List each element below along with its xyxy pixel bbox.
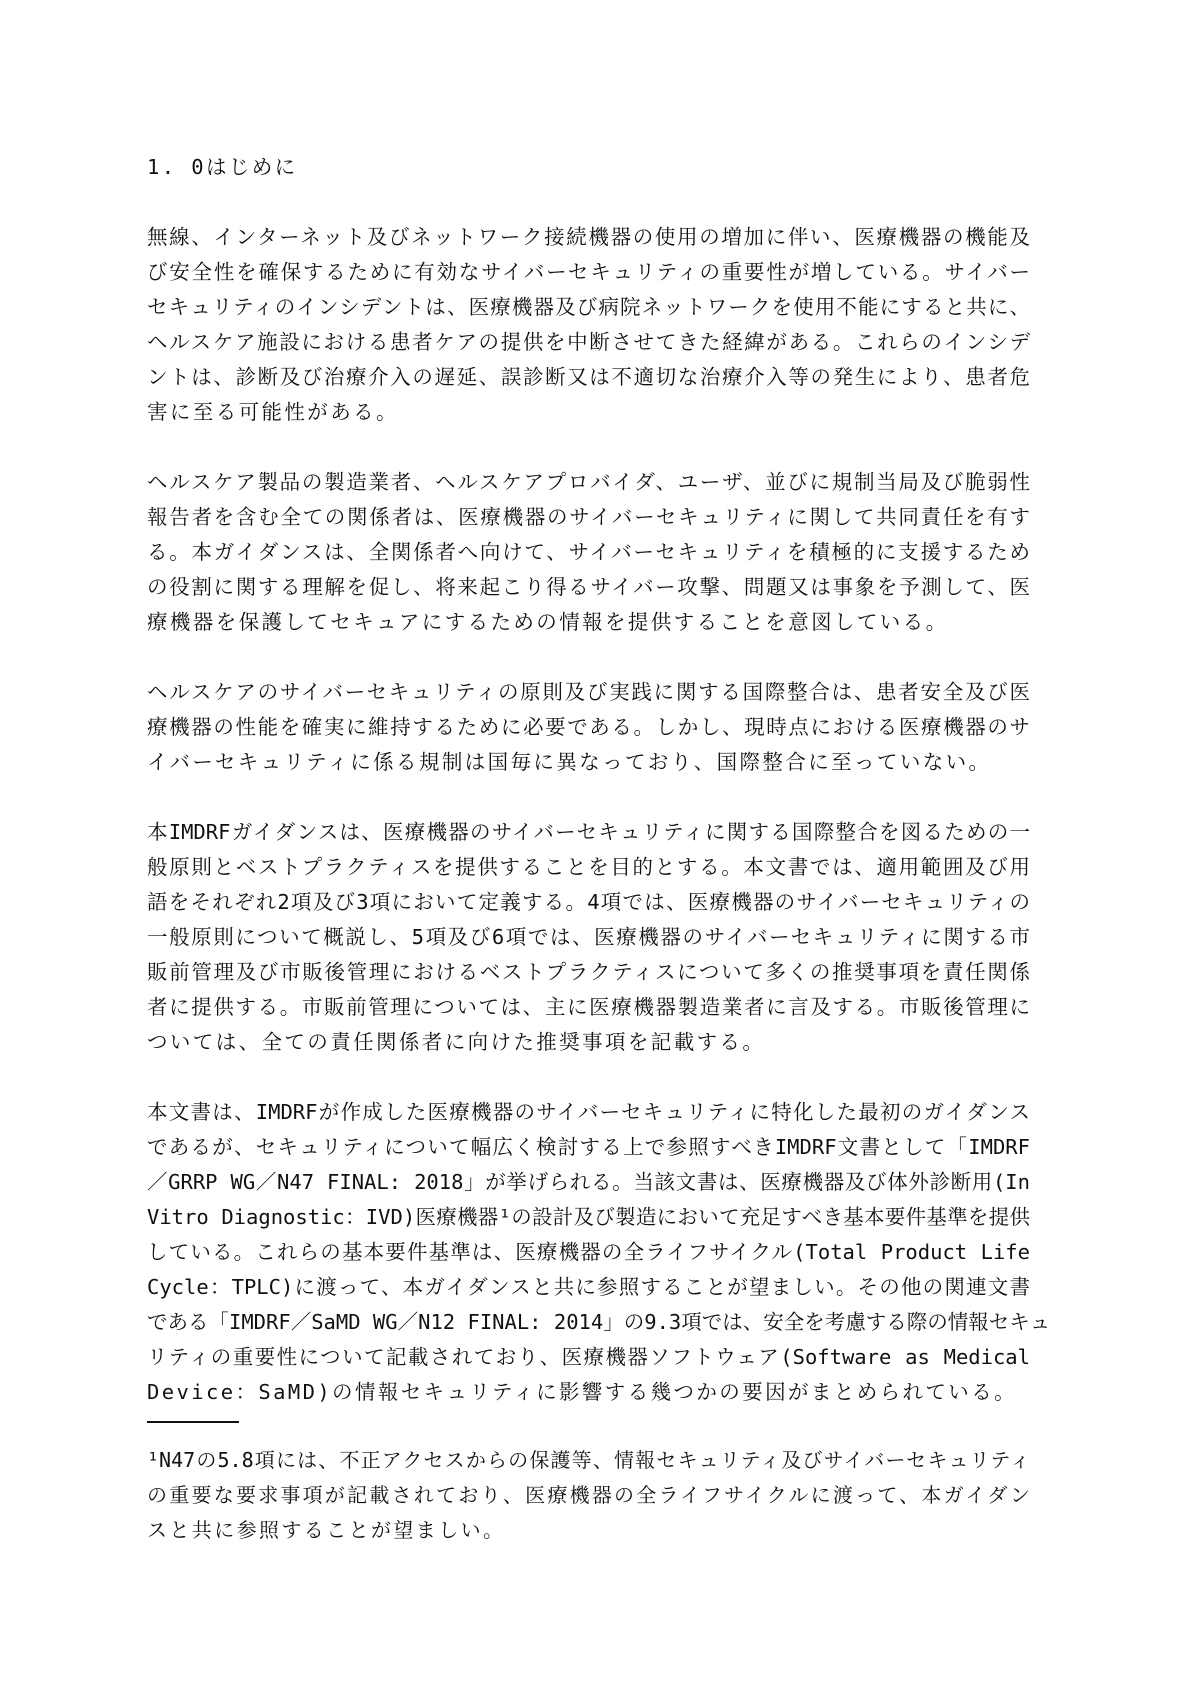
text-line: ヘルスケア施設における患者ケアの提供を中断させてきた経緯がある。これらのインシデ bbox=[147, 330, 1030, 354]
text-line: ヘルスケアのサイバーセキュリティの原則及び実践に関する国際整合は、患者安全及び医 bbox=[147, 680, 1030, 704]
text-line: ントは、診断及び治療介入の遅延、誤診断又は不適切な治療介入等の発生により、患者危 bbox=[147, 365, 1030, 389]
text-line: 害に至る可能性がある。 bbox=[147, 400, 399, 424]
paragraph bbox=[147, 675, 1030, 780]
text-line: 般原則とベストプラクティスを提供することを目的とする。本文書では、適用範囲及び用 bbox=[147, 855, 1030, 879]
text-line: 本IMDRFガイダンスは、医療機器のサイバーセキュリティに関する国際整合を図るための一 bbox=[147, 820, 1030, 844]
text-line: Vitro Diagnostic：IVD)医療機器¹の設計及び製造において充足すべき基本要件基準を提供 bbox=[147, 1205, 1030, 1229]
text-line: 療機器の性能を確実に維持するために必要である。しかし、現時点における医療機器のサ bbox=[147, 715, 1030, 739]
text-line: スと共に参照することが望ましい。 bbox=[147, 1518, 506, 1542]
text-line: の役割に関する理解を促し、将来起こり得るサイバー攻撃、問題又は事象を予測して、医 bbox=[147, 575, 1030, 599]
text-line: リティの重要性について記載されており、医療機器ソフトウェア(Software as Medical bbox=[147, 1345, 1030, 1369]
text-line: ¹N47の5.8項には、不正アクセスからの保護等、情報セキュリティ及びサイバーセキュリティ bbox=[147, 1448, 1030, 1472]
heading-text: 1. 0はじめに bbox=[147, 155, 298, 179]
paragraph bbox=[147, 465, 1030, 640]
text-line: セキュリティのインシデントは、医療機器及び病院ネットワークを使用不能にすると共に、 bbox=[147, 295, 1030, 319]
text-line: ／GRRP WG／N47 FINAL: 2018」が挙げられる。当該文書は、医療機器及び体外診断用(In bbox=[147, 1170, 1030, 1194]
text-line: 無線、インターネット及びネットワーク接続機器の使用の増加に伴い、医療機器の機能及 bbox=[147, 225, 1030, 249]
text-line: である「IMDRF／SaMD WG／N12 FINAL: 2014」の9.3項では、安全を考慮する際の情報セキュ bbox=[147, 1310, 1051, 1334]
text-line: であるが、セキュリティについて幅広く検討する上で参照すべきIMDRF文書として「IMDRF bbox=[147, 1135, 1030, 1159]
footnote-separator bbox=[147, 1421, 239, 1423]
text-line: 一般原則について概説し、5項及び6項では、医療機器のサイバーセキュリティに関する市 bbox=[147, 925, 1030, 949]
paragraph bbox=[147, 1095, 1051, 1410]
text-line: 者に提供する。市販前管理については、主に医療機器製造業者に言及する。市販後管理に bbox=[147, 995, 1030, 1019]
text-line: ついては、全ての責任関係者に向けた推奨事項を記載する。 bbox=[147, 1030, 766, 1054]
text-line: ヘルスケア製品の製造業者、ヘルスケアプロバイダ、ユーザ、並びに規制当局及び脆弱性 bbox=[147, 470, 1030, 494]
text-line: 販前管理及び市販後管理におけるベストプラクティスについて多くの推奨事項を責任関係 bbox=[147, 960, 1030, 984]
text-line: Device：SaMD)の情報セキュリティに影響する幾つかの要因がまとめられている。 bbox=[147, 1380, 1018, 1404]
text-line: Cycle：TPLC)に渡って、本ガイダンスと共に参照することが望ましい。その他の関連文書 bbox=[147, 1275, 1030, 1299]
text-line: び安全性を確保するために有効なサイバーセキュリティの重要性が増している。サイバー bbox=[147, 260, 1030, 284]
section-heading bbox=[147, 150, 1030, 185]
text-line: イバーセキュリティに係る規制は国毎に異なっており、国際整合に至っていない。 bbox=[147, 750, 992, 774]
text-line: している。これらの基本要件基準は、医療機器の全ライフサイクル(Total Product Life bbox=[147, 1240, 1030, 1264]
text-line: の重要な要求事項が記載されており、医療機器の全ライフサイクルに渡って、本ガイダン bbox=[147, 1483, 1030, 1507]
text-line: 療機器を保護してセキュアにするための情報を提供することを意図している。 bbox=[147, 610, 949, 634]
text-line: る。本ガイダンスは、全関係者へ向けて、サイバーセキュリティを積極的に支援するため bbox=[147, 540, 1030, 564]
text-line: 本文書は、IMDRFが作成した医療機器のサイバーセキュリティに特化した最初のガイダンス bbox=[147, 1100, 1030, 1124]
text-line: 語をそれぞれ2項及び3項において定義する。4項では、医療機器のサイバーセキュリティの bbox=[147, 890, 1030, 914]
paragraph bbox=[147, 815, 1030, 1060]
text-line: 報告者を含む全ての関係者は、医療機器のサイバーセキュリティに関して共同責任を有す bbox=[147, 505, 1030, 529]
paragraph bbox=[147, 220, 1030, 430]
footnote bbox=[147, 1443, 1030, 1548]
